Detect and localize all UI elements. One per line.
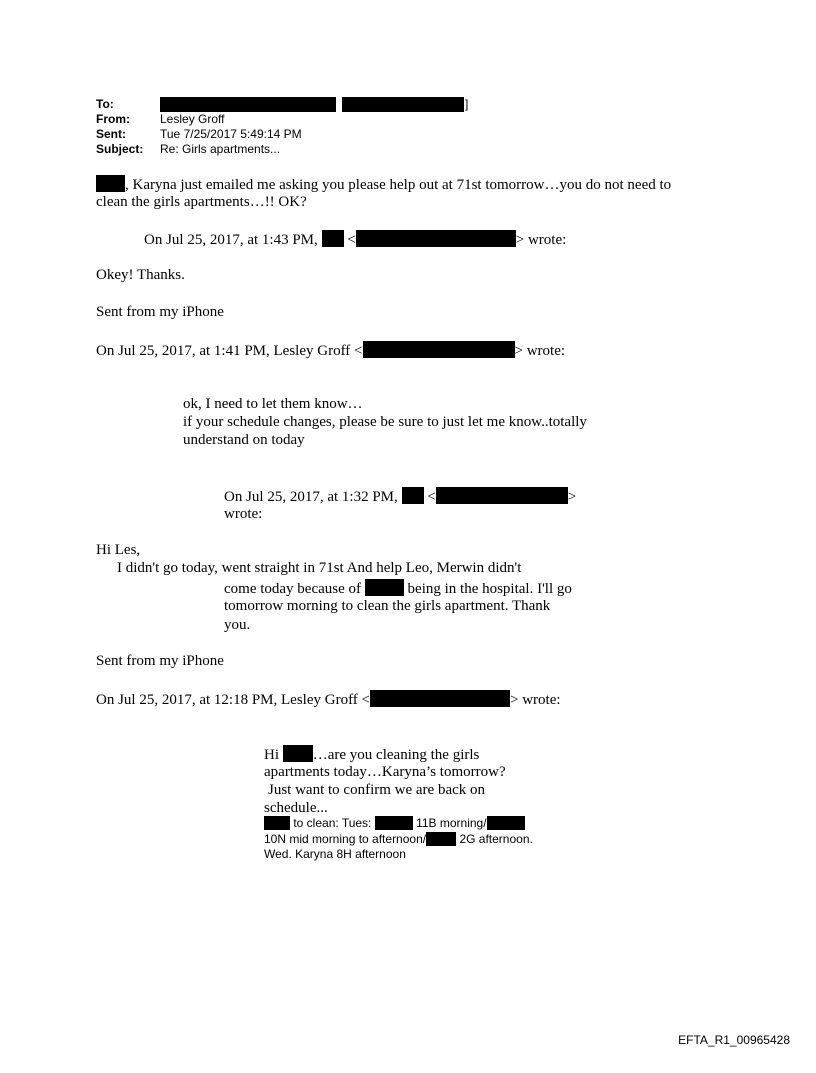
quote-header-2	[96, 341, 565, 360]
to-label: To:	[96, 97, 114, 111]
subject-value: Re: Girls apartments...	[160, 142, 281, 156]
come-text-after: being in the hospital. I'll go	[407, 581, 572, 597]
redaction	[264, 816, 290, 830]
redaction	[436, 487, 568, 504]
you-line: you.	[224, 617, 251, 633]
sent-from-iphone-2: Sent from my iPhone	[96, 653, 224, 669]
quote-header-text: On Jul 25, 2017, at 1:41 PM, Lesley Groff <	[96, 343, 363, 359]
ok-line-1: ok, I need to let them know…	[183, 396, 363, 412]
quote-header-1	[144, 230, 566, 249]
hi-text: Hi	[264, 747, 279, 763]
hi-line	[264, 745, 479, 764]
quote-header-suffix: >	[567, 489, 577, 505]
lt-symbol: <	[427, 489, 436, 505]
from-value: Lesley Groff	[160, 112, 225, 126]
quote-header-4	[96, 690, 561, 709]
hi-text-after: …are you cleaning the girls	[312, 747, 480, 763]
redaction	[426, 832, 456, 846]
redaction	[365, 579, 404, 596]
redaction	[322, 230, 344, 247]
redaction	[283, 745, 313, 762]
quote-header-3	[224, 487, 576, 506]
document-id: EFTA_R1_00965428	[678, 1033, 790, 1047]
email-header	[96, 97, 516, 159]
redaction	[342, 97, 464, 112]
body-line-1	[96, 175, 671, 194]
body-text: , Karyna just emailed me asking you please help out at 71st tomorrow…you do not need to	[125, 177, 672, 193]
come-line	[224, 579, 572, 598]
redaction	[487, 816, 525, 830]
redaction	[160, 97, 336, 112]
ok-line-2: if your schedule changes, please be sure to just let me know..totally	[183, 414, 587, 430]
redaction	[375, 816, 413, 830]
schedule-row-1	[264, 816, 525, 830]
schedule-text: to clean: Tues:	[293, 816, 372, 830]
sent-row	[96, 127, 516, 142]
didnt-line: I didn't go today, went straight in 71st And help Leo, Merwin didn't	[117, 560, 522, 576]
from-label: From:	[96, 112, 130, 126]
sent-value: Tue 7/25/2017 5:49:14 PM	[160, 127, 302, 141]
to-row	[96, 97, 516, 112]
redaction	[402, 487, 424, 504]
from-row	[96, 112, 516, 127]
come-text: come today because of	[224, 581, 362, 597]
quote-header-suffix: > wrote:	[510, 692, 561, 708]
sent-from-iphone-1: Sent from my iPhone	[96, 304, 224, 320]
apartments-line: apartments today…Karyna’s tomorrow?	[264, 764, 506, 780]
sent-label: Sent:	[96, 127, 126, 141]
quote-header-3-wrote: wrote:	[224, 506, 263, 522]
schedule-text: 10N mid morning to afternoon/	[264, 832, 427, 846]
tomorrow-line: tomorrow morning to clean the girls apartment. Thank	[224, 598, 551, 614]
quote-header-suffix: > wrote:	[515, 232, 567, 248]
quote-header-text: On Jul 25, 2017, at 1:32 PM,	[224, 489, 398, 505]
schedule-row-3: Wed. Karyna 8H afternoon	[264, 847, 406, 861]
quote-header-text: On Jul 25, 2017, at 1:43 PM,	[144, 232, 318, 248]
quote-header-suffix: > wrote:	[514, 343, 566, 359]
okey-line: Okey! Thanks.	[96, 267, 185, 283]
schedule-text-b: 11B morning/	[416, 816, 487, 830]
confirm-line: Just want to confirm we are back on	[268, 782, 486, 798]
redaction	[363, 341, 515, 358]
subject-row	[96, 142, 516, 157]
redaction	[96, 175, 125, 192]
schedule-line: schedule...	[264, 800, 328, 816]
ok-line-3: understand on today	[183, 432, 305, 448]
schedule-text-b: 2G afternoon.	[459, 832, 533, 846]
quote-header-text: On Jul 25, 2017, at 12:18 PM, Lesley Groff <	[96, 692, 370, 708]
to-suffix: ]	[465, 97, 469, 111]
redaction	[370, 690, 510, 707]
lt-symbol: <	[347, 232, 356, 248]
schedule-row-2	[264, 832, 533, 846]
subject-label: Subject:	[96, 142, 144, 156]
hi-les: Hi Les,	[96, 542, 141, 558]
redaction	[356, 230, 516, 247]
body-line-2: clean the girls apartments…!! OK?	[96, 194, 307, 210]
